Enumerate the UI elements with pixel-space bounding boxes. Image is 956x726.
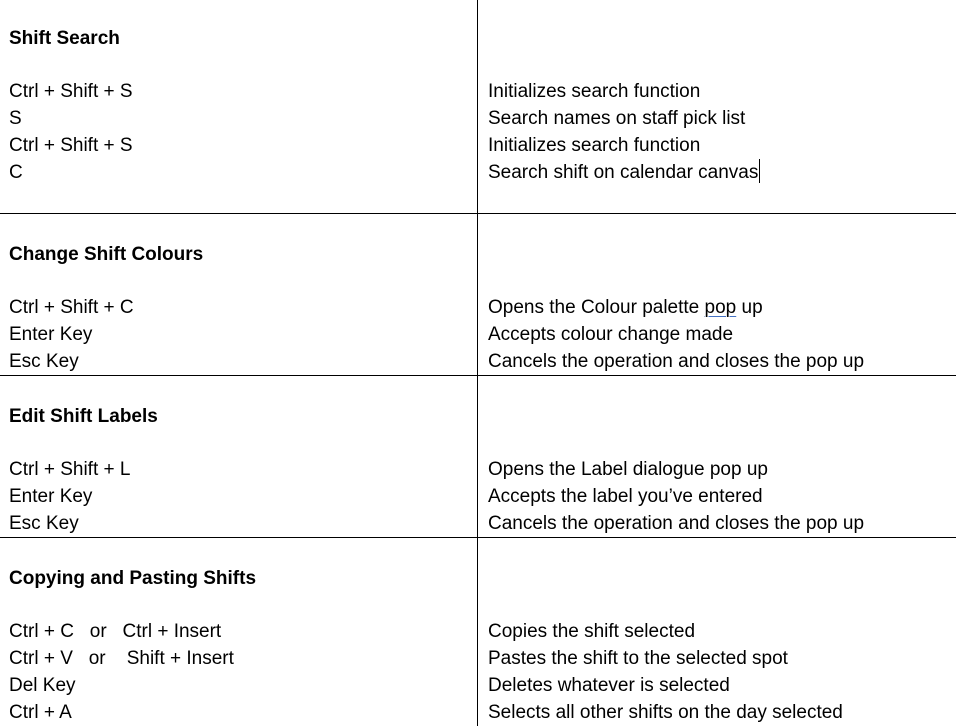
shortcut-key: S (9, 108, 22, 129)
shortcut-key: Ctrl + Shift + S (9, 135, 133, 156)
column-divider (477, 0, 478, 726)
section-title-copying-and-pasting-shifts: Copying and Pasting Shifts (9, 568, 257, 589)
shortcut-description-with-caret[interactable] (488, 159, 760, 186)
shortcut-key: Ctrl + C or Ctrl + Insert (9, 621, 222, 642)
shortcut-description: Cancels the operation and closes the pop up (488, 513, 865, 534)
spellcheck-flagged-word[interactable]: pop (704, 297, 737, 318)
shortcut-key: Ctrl + V or Shift + Insert (9, 648, 234, 669)
shortcut-description: Cancels the operation and closes the pop up (488, 351, 865, 372)
shortcut-key: Ctrl + Shift + S (9, 81, 133, 102)
shortcut-description: Accepts the label you’ve entered (488, 486, 763, 507)
row-divider (0, 537, 956, 538)
shortcut-key: Esc Key (9, 351, 79, 372)
shortcut-key: C (9, 162, 23, 183)
description-text: Opens the Colour palette (488, 297, 705, 318)
shortcut-description: Search shift on calendar canvas (488, 162, 759, 183)
shortcut-description: Deletes whatever is selected (488, 675, 730, 696)
shortcut-description: Initializes search function (488, 135, 701, 156)
description-text: up (736, 297, 763, 318)
section-title-shift-search: Shift Search (9, 28, 120, 49)
shortcut-key: Ctrl + Shift + C (9, 297, 134, 318)
shortcut-key: Ctrl + A (9, 702, 72, 723)
shortcut-description: Accepts colour change made (488, 324, 734, 345)
shortcut-key: Del Key (9, 675, 76, 696)
shortcut-key: Esc Key (9, 513, 79, 534)
shortcut-key: Enter Key (9, 486, 93, 507)
shortcut-key: Enter Key (9, 324, 93, 345)
text-caret (759, 159, 760, 183)
row-divider (0, 213, 956, 214)
section-title-change-shift-colours: Change Shift Colours (9, 244, 204, 265)
section-title-edit-shift-labels: Edit Shift Labels (9, 406, 158, 427)
shortcut-description: Initializes search function (488, 81, 701, 102)
shortcut-description: Pastes the shift to the selected spot (488, 648, 788, 669)
shortcut-key: Ctrl + Shift + L (9, 459, 131, 480)
shortcut-description (488, 294, 763, 321)
shortcut-description: Selects all other shifts on the day selected (488, 702, 843, 723)
shortcut-description: Search names on staff pick list (488, 108, 746, 129)
shortcut-description: Opens the Label dialogue pop up (488, 459, 768, 480)
shortcut-description: Copies the shift selected (488, 621, 696, 642)
row-divider (0, 375, 956, 376)
